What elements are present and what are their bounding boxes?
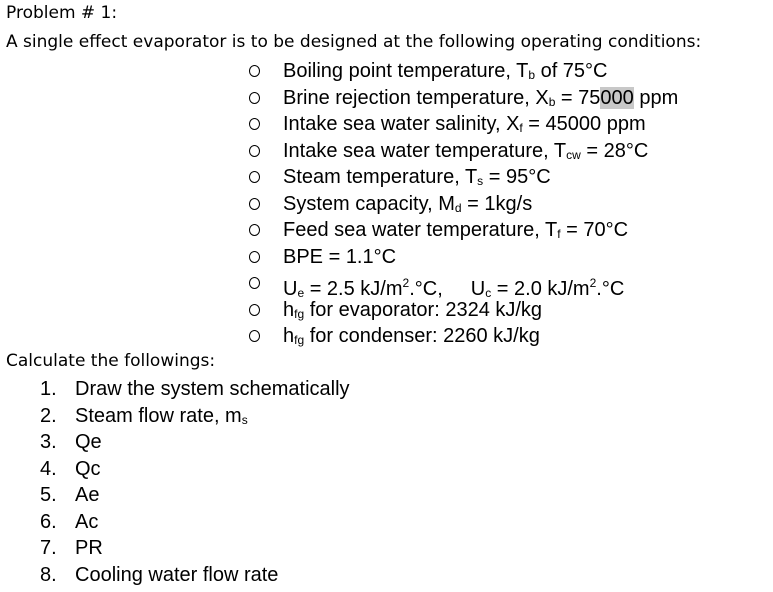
condition-unit: ppm — [633, 86, 679, 109]
condition-item — [0, 323, 678, 350]
circle-bullet-icon — [249, 330, 260, 342]
condition-text: U — [283, 278, 298, 300]
condition-value: = 70°C — [560, 219, 629, 241]
task-item — [0, 535, 350, 562]
task-item — [0, 509, 350, 536]
condition-text: Intake sea water temperature, T — [283, 139, 567, 162]
condition-superscript: 2 — [402, 276, 410, 290]
task-text: Ae — [75, 484, 100, 506]
circle-bullet-icon — [249, 145, 260, 157]
task-subscript: s — [241, 412, 248, 427]
condition-value: = 75 — [555, 86, 601, 109]
condition-item — [0, 244, 678, 271]
problem-intro: A single effect evaporator is to be designed at the following operating conditions: — [6, 32, 702, 52]
task-number: 7. — [40, 537, 57, 559]
circle-bullet-icon — [249, 251, 260, 263]
condition-item — [0, 217, 678, 244]
task-item — [0, 482, 350, 509]
condition-subscript: d — [454, 200, 462, 215]
condition-item — [0, 270, 678, 300]
circle-bullet-icon — [249, 118, 260, 130]
task-number: 2. — [40, 404, 57, 427]
condition-text: h — [283, 298, 295, 321]
task-text: Qc — [75, 457, 101, 480]
condition-subscript: f — [519, 121, 523, 135]
condition-unit: .°C, — [409, 278, 443, 300]
condition-subscript: b — [548, 94, 556, 109]
condition-subscript: fg — [294, 306, 305, 321]
task-number: 5. — [40, 484, 57, 506]
task-item — [0, 456, 350, 483]
condition-value: for condenser: 2260 kJ/kg — [304, 325, 540, 347]
condition-text: Boiling point temperature, T — [283, 60, 529, 82]
task-number: 8. — [40, 563, 57, 586]
condition-item — [0, 191, 678, 218]
task-number: 3. — [40, 431, 57, 453]
problem-title: Problem # 1: — [6, 3, 118, 23]
condition-value: = 2.0 kJ/m — [491, 278, 590, 300]
condition-subscript: f — [557, 227, 561, 241]
condition-item — [0, 138, 678, 165]
condition-value: = 2.5 kJ/m — [304, 278, 403, 300]
condition-subscript: fg — [294, 333, 305, 347]
task-text: Cooling water flow rate — [75, 563, 279, 586]
circle-bullet-icon — [249, 304, 260, 316]
task-item — [0, 429, 350, 456]
circle-bullet-icon — [249, 171, 260, 183]
circle-bullet-icon — [249, 198, 260, 210]
task-text: PR — [75, 537, 103, 559]
condition-text: U — [470, 278, 486, 300]
task-text: Steam flow rate, m — [75, 404, 242, 427]
condition-text: Feed sea water temperature, T — [283, 219, 558, 241]
tasks-list — [0, 376, 350, 588]
highlighted-text: 000 — [600, 86, 634, 109]
condition-subscript: s — [477, 174, 484, 188]
circle-bullet-icon — [249, 92, 260, 104]
task-text: Qe — [75, 431, 102, 453]
circle-bullet-icon — [249, 224, 260, 236]
condition-subscript: b — [528, 68, 536, 82]
condition-value: for evaporator: 2324 kJ/kg — [304, 298, 543, 321]
condition-item — [0, 85, 678, 112]
condition-superscript: 2 — [589, 276, 597, 290]
task-item — [0, 376, 350, 403]
condition-text: Brine rejection temperature, X — [283, 86, 549, 109]
calculate-heading: Calculate the followings: — [6, 351, 216, 371]
condition-text: h — [283, 325, 295, 347]
operating-conditions-list — [0, 58, 678, 350]
condition-value: = 45000 ppm — [522, 113, 646, 135]
condition-value: = 95°C — [483, 166, 551, 188]
condition-subscript: cw — [566, 147, 581, 162]
task-item — [0, 562, 350, 589]
task-number: 6. — [40, 510, 57, 533]
condition-value: = 1kg/s — [461, 192, 533, 215]
circle-bullet-icon — [249, 277, 260, 289]
task-item — [0, 403, 350, 430]
condition-item — [0, 58, 678, 85]
condition-item — [0, 297, 678, 324]
condition-value: of 75°C — [535, 60, 608, 82]
task-text: Ac — [75, 510, 99, 533]
condition-value: = 28°C — [580, 139, 649, 162]
condition-text: System capacity, M — [283, 192, 455, 215]
condition-text: Intake sea water salinity, X — [283, 113, 520, 135]
condition-subscript: e — [297, 286, 305, 300]
condition-item — [0, 164, 678, 191]
task-number: 4. — [40, 457, 57, 480]
condition-subscript: c — [485, 286, 492, 300]
condition-text: Steam temperature, T — [283, 166, 478, 188]
task-text: Draw the system schematically — [75, 378, 350, 400]
condition-unit: .°C — [596, 278, 625, 300]
circle-bullet-icon — [249, 65, 260, 77]
task-number: 1. — [40, 378, 57, 400]
condition-text: BPE = 1.1°C — [283, 245, 397, 268]
condition-item — [0, 111, 678, 138]
